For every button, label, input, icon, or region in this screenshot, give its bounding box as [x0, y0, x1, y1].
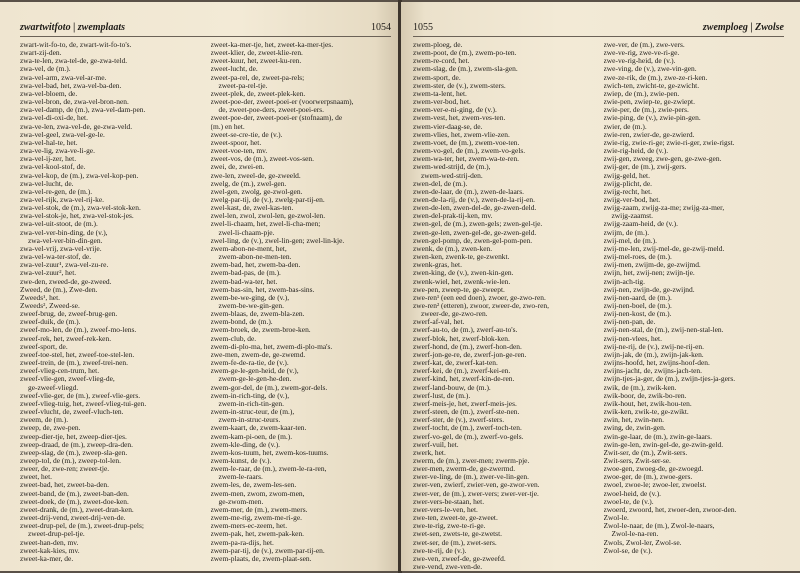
dictionary-entry: zwe-men, zwem-de, ge-zwemd. [210, 350, 306, 359]
dictionary-entry: zwa-vel-rijk, zwa-vel-rij-ke. [20, 195, 105, 204]
dictionary-entry: zweep-tol, de (m.), zweep-tol-len. [20, 456, 121, 465]
dictionary-entry: zweef-brug, de, zweef-brug-gen. [20, 310, 118, 319]
headword-range-right: zwemploeg | Zwolse [702, 22, 784, 33]
dictionary-entry: zweet-band, de (m.), zweet-ban-den. [20, 489, 129, 498]
dictionary-entry: zweef-sport, de. [20, 342, 68, 351]
dictionary-entry: zwem-vo-gel, de (m.), zwem-vo-gels. [413, 147, 526, 156]
dictionary-entry: zwij-nen-kost, de (m.). [603, 310, 672, 319]
dictionary-entry: zweet-kak-kies, mv. [20, 546, 80, 555]
dictionary-entry: zwem-plaats, de, zwem-plaat-sen. [210, 554, 312, 563]
dictionary-entry: zweef-vlucht, de, zweef-vluch-ten. [20, 408, 124, 417]
dictionary-entry: zwij-mel-roes, de (m.). [603, 253, 672, 262]
dictionary-entry: zwij-mel, de (m.). [603, 236, 657, 245]
dictionary-entry: zwerf-kind, het, zwerf-kin-de-ren. [413, 375, 515, 384]
dictionary-entry: zweef-vlie-gen, zweef-vlieg-de, [20, 375, 115, 384]
dictionary-entry: zwijg-zaamst. [611, 212, 654, 221]
dictionary-entry: zwet-sen, zwets-te, ge-zwetst. [413, 530, 503, 539]
dictionary-entry: zwem-abon-ne-men-ten. [218, 253, 292, 262]
dictionary-entry: zwem-vier-daag-se, de. [413, 122, 483, 131]
column-left-1 [20, 41, 201, 563]
dictionary-entry: (m.) en het. [210, 122, 245, 131]
dictionary-entry: zwel-kast, de, zwel-kas-ten. [210, 204, 294, 213]
dictionary-entry: zwie-pen, zwiep-te, ge-zwiept. [603, 98, 695, 107]
dictionary-entry: zwing, de, zwin-gen. [603, 424, 666, 433]
dictionary-entry: zwem-ploeg, de. [413, 41, 463, 49]
dictionary-entry: zwa-vel-uit-stoot, de (m.). [20, 220, 98, 229]
dictionary-entry: zwen-king, de (v.), zwen-kin-gen. [413, 269, 514, 278]
dictionary-entry: zwem-voet, de (m.), zwem-voe-ten. [413, 138, 520, 147]
dictionary-entry: zwin-ge-laar, de (m.), zwin-ge-laars. [603, 432, 713, 441]
dictionary-entry: zwij-me-len, zwij-mel-de, ge-zwij-meld. [603, 244, 725, 253]
dictionary-entry: zweet-vos, de (m.), zweet-vos-sen. [210, 155, 314, 164]
dictionary-entry: zwa-vel-ver-bin-ding, de (v.), [20, 228, 108, 237]
dictionary-entry: zwem-abon-ne-ment, het, [210, 244, 287, 253]
dictionary-entry: zwijn-tjes-ja-ger, de (m.), zwijn-tjes-ja-gers. [603, 375, 736, 384]
dictionary-entry: zwem-le-raar, de (m.), zwem-le-ra-ren, [210, 465, 327, 474]
dictionary-entry: zwij-nen-vlees, het. [603, 334, 662, 343]
dictionary-entry: zweet-plek, de, zweet-plek-ken. [210, 89, 306, 98]
dictionary-entry: zweet-poe-der, zweet-poei-er (stofnaam), de [210, 114, 343, 123]
dictionary-entry: zwen-de-len, zwen-del-de, ge-zwen-deld. [413, 204, 537, 213]
dictionary-entry: zwerf-au-to, de (m.), zwerf-au-to's. [413, 326, 518, 335]
dictionary-entry: zwe-ren² (etteren), zwoor, zweer-de, zwo-ren, [413, 302, 549, 310]
dictionary-entry: zweet-ka-mer-tje, het, zweet-ka-mer-tjes. [210, 41, 334, 49]
dictionary-entry: zwer-vers-le-ven, het. [413, 505, 478, 514]
dictionary-entry: zwer-ven, zwierf, zwier-ven, ge-zwor-ven. [413, 481, 540, 490]
dictionary-entry: zwel-len, zwol, zwol-len, ge-zwol-len. [210, 212, 326, 221]
dictionary-entry: zweef-rek, het, zweef-rek-ken. [20, 334, 112, 343]
dictionary-entry: zwart-wit-fo-to, de, zwart-wit-fo-to's. [20, 41, 132, 49]
dictionary-entry: de, zweet-poe-ders, zweet-poei-ers. [218, 106, 325, 115]
dictionary-entry: zwem-bond, de (m.). [210, 318, 273, 327]
dictionary-entry: zwem-kaart, de, zwem-kaar-ten. [210, 424, 307, 433]
dictionary-entry: zwen-del-prak-tij-ken, mv. [413, 212, 493, 221]
dictionary-entry: zweet-spoor, het. [210, 138, 262, 147]
dictionary-entry: zwoel-heid, de (v.). [603, 489, 662, 498]
dictionary-entry: zwem-kos-tuum, het, zwem-kos-tuums. [210, 448, 329, 457]
dictionary-entry: zwem-wed-strijd, de (m.), [413, 163, 491, 172]
dictionary-entry: zwerf-hond, de (m.), zwerf-hon-den. [413, 342, 522, 351]
dictionary-entry: zwem-slag, de (m.), zwem-sla-gen. [413, 65, 518, 74]
dictionary-entry: Zwols, Zwol-ler, Zwol-se. [603, 538, 682, 547]
dictionary-entry: zwem-kunst, de (v.). [210, 456, 272, 465]
right-page [401, 2, 800, 571]
dictionary-entry: zwe-ve-rig-heid, de (v.). [603, 57, 676, 66]
dictionary-entry: zwa-vel-ij-zer, het. [20, 155, 77, 164]
dictionary-entry: zwin, het, zwin-nen. [603, 416, 665, 425]
dictionary-entry: zwijn, het, zwij-nen; zwijn-tje. [603, 269, 695, 278]
column-left-2 [211, 41, 392, 563]
dictionary-entry: zwa-te-len, zwa-tel-de, ge-zwa-teld. [20, 57, 128, 66]
dictionary-entry: zweet-drij-vend, zweet-drij-ven-de. [20, 514, 126, 523]
dictionary-entry: zwem-be-we-gin-gen. [218, 302, 284, 310]
dictionary-entry: zwijns-hoofd, het, zwijns-hoof-den. [603, 359, 710, 368]
dictionary-entry: zwem-ver-e-ni-ging, de (v.). [413, 106, 497, 115]
dictionary-entry: zwa-vel-wa-ter-stof, de. [20, 253, 92, 262]
page-number-left: 1054 [371, 22, 391, 33]
dictionary-entry: zwoerd, zwoord, het, zwoer-den, zwoor-den. [603, 505, 737, 514]
dictionary-entry: zwijg-geld, het. [603, 171, 650, 180]
dictionary-entry: zwem-vest, het, zwem-ves-ten. [413, 114, 506, 123]
dictionary-entry: zwenk-wiel, het, zwenk-wie-len. [413, 277, 511, 286]
dictionary-entry: zwijns-jacht, de, zwijns-jach-ten. [603, 367, 703, 376]
dictionary-entry: zwa-vel-stok-je, het, zwa-vel-stok-jes. [20, 212, 134, 221]
dictionary-entry: zwenk-gras, het. [413, 261, 462, 270]
dictionary-entry: zwoe-ger, de (m.), zwoe-gers. [603, 473, 693, 482]
dictionary-entry: Zwol-le. [603, 514, 629, 523]
dictionary-entry: zwa-vel-hal-te, het. [20, 138, 78, 147]
dictionary-entry: zweet-kuur, het, zweet-ku-ren. [210, 57, 302, 66]
dictionary-entry: zwem-sport, de. [413, 73, 461, 82]
dictionary-entry: zwem-blaas, de, zwem-bla-zen. [210, 310, 305, 319]
columns-right [413, 41, 784, 571]
dictionary-entry: zweet-voe-ten, mv. [210, 147, 268, 156]
dictionary-entry: zwik-ken, zwik-te, ge-zwikt. [603, 408, 689, 417]
dictionary-entry: zwen-gel-pomp, de, zwen-gel-pom-pen. [413, 236, 533, 245]
dictionary-entry: zwerf-steen, de (m.), zwerf-ste-nen. [413, 408, 520, 417]
dictionary-entry: zwen-del, de (m.). [413, 179, 468, 188]
dictionary-entry: zwie-per, de (m.), zwie-pers. [603, 106, 689, 115]
dictionary-entry: zwie-rig-heid, de (v.). [603, 147, 669, 156]
dictionary-entry: zwe-ver, de (m.), zwe-vers. [603, 41, 685, 49]
dictionary-entry: zwerf-kat, de, zwerf-kat-ten. [413, 359, 498, 368]
dictionary-entry: zwem-broek, de, zwem-broe-ken. [210, 326, 311, 335]
dictionary-entry: zweet-klier, de, zweet-klie-ren. [210, 49, 303, 58]
dictionary-entry: zwem-ster, de (v.), zwem-sters. [413, 81, 506, 90]
dictionary-entry: zwerf-tocht, de (m.), zwerf-toch-ten. [413, 424, 522, 433]
dictionary-entry: zwa-vel, de (m.). [20, 65, 71, 74]
dictionary-entry: zweet-bad, het, zweet-ba-den. [20, 481, 109, 490]
dictionary-entry: zwe-te-rij, de (v.). [413, 546, 467, 555]
dictionary-entry: zwe-pen, zweep-te, ge-zweept. [413, 285, 505, 294]
dictionary-entry: zwik-hout, het, zwik-hou-ten. [603, 399, 692, 408]
dictionary-entry: zwa-vel-di-oxi-de, het. [20, 114, 88, 123]
dictionary-entry: zweep-dier-tje, het, zweep-dier-tjes. [20, 432, 127, 441]
dictionary-entry: zweef-duik, de (m.). [20, 318, 81, 327]
dictionary-entry: zwem-pak, het, zwem-pak-ken. [210, 530, 305, 539]
dictionary-entry: zwer-men, zwerm-de, ge-zwermd. [413, 465, 516, 474]
dictionary-entry: zweef-mo-len, de (m.), zweef-mo-lens. [20, 326, 137, 335]
dictionary-entry: zwem-kle-ding, de (v.). [210, 440, 281, 449]
dictionary-entry: zwa-vel-re-gen, de (m.). [20, 187, 93, 196]
dictionary-entry: zwem-gor-del, de (m.), zwem-gor-dels. [210, 383, 328, 392]
dictionary-entry: zwerf-lust, de (m.). [413, 391, 471, 400]
dictionary-entry: zwer-ver, de (m.), zwer-vers; zwer-ver-tje. [413, 489, 539, 498]
dictionary-entry: zwa-vel-zuur¹, zwa-vel-zu-re. [20, 261, 109, 270]
dictionary-entry: zwijn-ach-tig. [603, 277, 646, 286]
dictionary-entry: zwen-ken, zwenk-te, ge-zwenkt. [413, 253, 510, 262]
dictionary-entry: zwel-ling, de (v.), zwel-lin-gen; zwel-lin-kje. [210, 236, 345, 245]
column-right-1 [413, 41, 594, 571]
dictionary-entry: zwe-ren¹ (een eed doen), zwoer, ge-zwo-ren. [413, 293, 546, 302]
dictionary-entry: zwa-ve-lig, zwa-ve-li-ge. [20, 147, 95, 156]
dictionary-entry: zwie-ren, zwier-de, ge-zwierd. [603, 130, 695, 139]
headword-range-left: zwartwitfoto | zwemplaats [20, 22, 125, 33]
dictionary-entry: zwem-vlies, het, zwem-vlie-zen. [413, 130, 510, 139]
dictionary-entry: zwerf-ster, de (v.), zwerf-sters. [413, 416, 505, 425]
dictionary-entry: zwem-par-tij, de (v.), zwem-par-tij-en. [210, 546, 325, 555]
dictionary-entry: zweet-pa-rel-tje. [218, 81, 268, 90]
dictionary-entry: zwerf-vuil, het. [413, 440, 459, 449]
dictionary-entry: zweef-vlieg-cen-trum, het. [20, 367, 100, 376]
dictionary-entry: zwe-vend, zwe-ven-de. [413, 563, 483, 571]
dictionary-entry: zwen-gel, de (m.), zwen-gels; zwen-gel-tje. [413, 220, 543, 229]
dictionary-entry: zwem-ta-lent, het. [413, 89, 467, 98]
dictionary-entry: zwerf-af-val, het. [413, 318, 465, 327]
dictionary-entry: ge-zweef-vliegd. [28, 383, 79, 392]
dictionary-entry: zwijg-ver-bod, het. [603, 195, 661, 204]
dictionary-entry: zwelg-par-tij, de (v.), zwelg-par-tij-en. [210, 195, 325, 204]
dictionary-entry: zwa-vel-bron, de, zwa-vel-bron-nen. [20, 98, 129, 107]
dictionary-entry: zwem-pa-ra-dijs, het. [210, 538, 274, 547]
dictionary-entry: zwie-ping, de (v.), zwie-pin-gen. [603, 114, 701, 123]
dictionary-entry: zwijg-recht, het. [603, 187, 653, 196]
dictionary-entry: zwoel, zwoe-le; zwoe-ler, zwoelst. [603, 481, 707, 490]
left-page [0, 2, 399, 571]
dictionary-entry: zwerf-blok, het, zwerf-blok-ken. [413, 334, 510, 343]
dictionary-entry: zwem-in-rich-ting, de (v.), [210, 391, 290, 400]
dictionary-entry: zwie-rig, zwie-ri-ge; zwie-ri-ger, zwie-rigst. [603, 138, 735, 147]
dictionary-entry: zwem-di-plo-ma, het, zwem-di-plo-ma's. [210, 342, 333, 351]
dictionary-entry: zwijm, de (m.). [603, 228, 650, 237]
dictionary-entry: zwerm, de (m.), zwer-men; zwerm-pje. [413, 456, 530, 465]
dictionary-entry: zweet-han-den, mv. [20, 538, 79, 547]
dictionary-entry: zweef-toe-stel, het, zweef-toe-stel-len. [20, 350, 135, 359]
dictionary-entry: zwel-li-chaam, het, zwel-li-cha-men; [210, 220, 321, 229]
dictionary-entry: zwijn-jak, de (m.), zwijn-jak-ken. [603, 350, 704, 359]
dictionary-entry: zwijg-zaam-heid, de (v.). [603, 220, 678, 229]
dictionary-entry: zwerk, het. [413, 448, 446, 457]
dictionary-entry: zweet-drup-pel-tje. [28, 530, 85, 539]
dictionary-entry: zwoe-gen, zwoeg-de, ge-zwoegd. [603, 465, 704, 474]
dictionary-entry: zwem-wed-strij-den. [421, 171, 483, 180]
dictionary-entry: zwij-nen-boel, de (m.). [603, 302, 672, 310]
dictionary-entry: zwem-in-rich-tin-gen. [218, 399, 284, 408]
dictionary-entry: zweet-drup-pel, de (m.), zweet-drup-pels; [20, 522, 144, 531]
page-number-right: 1055 [413, 22, 433, 33]
dictionary-entry: zwa-vel-damp, de (m.), zwa-vel-dam-pen. [20, 106, 146, 115]
dictionary-entry: zweem, de (m.). [20, 416, 69, 425]
dictionary-entry: zwer-ve-ling, de (m.), zwer-ve-lin-gen. [413, 473, 529, 482]
dictionary-entry: zwerf-jon-ge-re, de, zwerf-jon-ge-ren. [413, 350, 527, 359]
dictionary-entry: zwem-in-struc-teur, de (m.), [210, 408, 295, 417]
dictionary-entry: zwem-bad-pas, de (m.). [210, 269, 281, 278]
dictionary-entry: zwerf-meis-je, het, zwerf-meis-jes. [413, 399, 517, 408]
dictionary-entry: zwem-men, zwom, zwom-men, [210, 489, 305, 498]
dictionary-entry: zwem-kam-pi-oen, de (m.). [210, 432, 293, 441]
dictionary-entry: zwen-de-la-rij, de (v.), zwen-de-la-rij-en. [413, 195, 535, 204]
dictionary-entry: zwe-ten, zweet-te, ge-zweet. [413, 514, 498, 523]
dictionary-entry: zweer, de, zwe-ren; zweer-tje. [20, 465, 110, 474]
dictionary-entry: zwet-ser, de (m.), zwet-sers. [413, 538, 497, 547]
dictionary-entry: Zwol-le-naar, de (m.), Zwol-le-naars, [603, 522, 715, 531]
dictionary-entry: Zwol-le-na-ren. [611, 530, 659, 539]
dictionary-entry: zwem-be-we-ging, de (v.), [210, 293, 290, 302]
dictionary-entry: zwoel-te, de (v.). [603, 497, 654, 506]
dictionary-entry: Zwit-sers, Zwit-ser-se. [603, 456, 671, 465]
dictionary-entry: zwik, de (m.), zwik-ken. [603, 383, 677, 392]
dictionary-entry: zwier, de (m.). [603, 122, 647, 131]
page-header-right [413, 18, 784, 37]
dictionary-entry: zwin-ge-len, zwin-gel-de, ge-zwin-geld. [603, 440, 724, 449]
dictionary-entry: zwich-ten, zwicht-te, ge-zwicht. [603, 81, 700, 90]
dictionary-entry: zweep-slag, de (m.), zweep-sla-gen. [20, 448, 128, 457]
dictionary-entry: zwer-vers-be-staan, het. [413, 497, 485, 506]
dictionary-entry: zwij-nen, zwijn-de, ge-zwijnd. [603, 285, 695, 294]
dictionary-entry: zwem-re-cord, het. [413, 57, 470, 66]
dictionary-entry: zwem-fe-de-ra-tie, de (v.). [210, 359, 289, 368]
dictionary-entry: zwart-zij-den. [20, 49, 62, 58]
dictionary-entry: zwem-les, de, zwem-les-sen. [210, 481, 297, 490]
dictionary-entry: zwijg-zaam, zwijg-za-me; zwijg-za-mer, [603, 204, 725, 213]
dictionary-entry: zwa-vel-bloem, de. [20, 89, 78, 98]
dictionary-entry: zwelg, de (m.), zwel-gen. [210, 179, 287, 188]
dictionary-entry: zwerf-vo-gel, de (m.), zwerf-vo-gels. [413, 432, 524, 441]
dictionary-entry: zwij-nen-pan, de. [603, 318, 656, 327]
dictionary-entry: zweet-se-cre-tie, de (v.). [210, 130, 283, 139]
dictionary-entry: zweef-vlieg-tuig, het, zweef-vlieg-tui-gen. [20, 399, 147, 408]
dictionary-entry: zwem-me-rig, zwem-me-ri-ge. [210, 514, 302, 523]
dictionary-entry: zwa-vel-bad, het, zwa-vel-ba-den. [20, 81, 122, 90]
column-right-2 [604, 41, 785, 571]
dictionary-entry: zwem-bas-sin, het, zwem-bas-sins. [210, 285, 315, 294]
dictionary-entry: zwa-vel-vrij, zwa-vel-vrije. [20, 244, 102, 253]
dictionary-entry: zwa-vel-kop, de (m.), zwa-vel-kop-pen. [20, 171, 139, 180]
dictionary-entry: zweef-trein, de (m.), zweef-trei-nen. [20, 359, 128, 368]
dictionary-entry: zwerf-land-bouw, de (m.). [413, 383, 491, 392]
dictionary-entry: Zwol-se, de (v.). [603, 546, 653, 555]
dictionary-entry: zwe-ven, zweef-de, ge-zweefd. [413, 554, 506, 563]
columns-left [20, 41, 391, 563]
dictionary-entry: zwem-ge-le-gen-heid, de (v.), [210, 367, 299, 376]
dictionary-entry: zwem-mers-ec-zeem, het. [210, 522, 288, 531]
dictionary-entry: zwa-vel-arm, zwa-vel-ar-me. [20, 73, 107, 82]
dictionary-entry: zweet-lucht, de. [210, 65, 258, 74]
dictionary-entry: zwe-te-rig, zwe-te-ri-ge. [413, 522, 486, 531]
dictionary-entry: zwik-boor, de, zwik-bo-ren. [603, 391, 687, 400]
dictionary-entry: zwe-den, zweed-de, ge-zweed. [20, 277, 112, 286]
dictionary-entry: zwel-li-chaam-pje. [218, 228, 275, 237]
dictionary-entry: Zweed, de (m.), Zwe-den. [20, 285, 98, 294]
dictionary-entry: zwem-wa-ter, het, zwem-wa-te-ren. [413, 155, 520, 164]
dictionary-entry: zwem-bad-wa-ter, het. [210, 277, 278, 286]
dictionary-entry: Zwit-ser, de (m.), Zwit-sers. [603, 448, 688, 457]
dictionary-entry: zwij-nen-stal, de (m.), zwij-nen-stal-len. [603, 326, 724, 335]
dictionary-entry: zwem-mer, de (m.), zwem-mers. [210, 505, 308, 514]
dictionary-entry: zwij-men, zwijm-de, ge-zwijmd. [603, 261, 701, 270]
dictionary-entry: zwei, de, zwei-en. [210, 163, 265, 172]
dictionary-entry: zwa-vel-kool-stof, de. [20, 163, 86, 172]
dictionary-entry: Zweeds¹, het. [20, 293, 61, 302]
dictionary-entry: zwem-ver-bod, het. [413, 98, 471, 107]
dictionary-entry: zwen-ge-len, zwen-gel-de, ge-zwen-geld. [413, 228, 537, 237]
dictionary-entry: zwij-nen-aard, de (m.). [603, 293, 672, 302]
dictionary-entry: zwij-ne-rij, de (v.), zwij-ne-rij-en. [603, 342, 704, 351]
dictionary-entry: zwijg-plicht, de. [603, 179, 653, 188]
dictionary-entry: zwa-vel-ver-bin-din-gen. [28, 236, 103, 245]
dictionary-entry: zweet-drank, de (m.), zweet-dran-ken. [20, 505, 134, 514]
dictionary-entry: zwa-vel-stok, de (m.), zwa-vel-stok-ken. [20, 204, 141, 213]
dictionary-entry: zwij-ger, de (m.), zwij-gers. [603, 163, 687, 172]
dictionary-entry: zwerf-kei, de (m.), zwerf-kei-en. [413, 367, 511, 376]
dictionary-entry: zwij-gen, zweeg, zwe-gen, ge-zwe-gen. [603, 155, 722, 164]
dictionary-entry: zweet, het. [20, 473, 53, 482]
dictionary-entry: zweer-de, ge-zwo-ren. [421, 310, 488, 319]
dictionary-entry: zweep-draad, de (m.), zweep-dra-den. [20, 440, 133, 449]
dictionary-entry: zwe-ving, de (v.), zwe-vin-gen. [603, 65, 697, 74]
dictionary-entry: zwiep, de (m.), zwie-pen. [603, 89, 680, 98]
dictionary-entry: zwem-bad, het, zwem-ba-den. [210, 261, 301, 270]
dictionary-entry: ge-zwom-men. [218, 497, 264, 506]
dictionary-entry: zweet-poe-der, zweet-poei-er (voorwerpsnaam), [210, 98, 354, 107]
page-header-left [20, 18, 391, 37]
dictionary-entry: zwem-poot, de (m.), zwem-po-ten. [413, 49, 517, 58]
dictionary-entry: zwa-ve-len, zwa-vel-de, ge-zwa-veld. [20, 122, 133, 131]
dictionary-entry: Zweeds², Zweed-se. [20, 302, 80, 310]
dictionary-entry: zwe-ve-rig, zwe-ve-ri-ge. [603, 49, 680, 58]
dictionary-entry: zwe-ze-rik, de (m.), zwe-ze-ri-ken. [603, 73, 708, 82]
dictionary-entry: zwel-gen, zwolg, ge-zwol-gen. [210, 187, 303, 196]
dictionary-entry: zwa-vel-geel, zwa-vel-ge-le. [20, 130, 105, 139]
dictionary-entry: zweep, de, zwe-pen. [20, 424, 81, 433]
dictionary-entry: zwem-in-struc-teurs. [218, 416, 281, 425]
dictionary-entry: zweet-doek, de (m.), zweet-doe-ken. [20, 497, 129, 506]
dictionary-entry: zwe-len, zweel-de, ge-zweeld. [210, 171, 301, 180]
dictionary-entry: zweef-vlie-ger, de (m.), zweef-vlie-gers. [20, 391, 141, 400]
dictionary-entry: zwa-vel-zuur², het. [20, 269, 77, 278]
dictionary-entry: zwenk, de (m.), zwen-ken. [413, 244, 493, 253]
dictionary-entry: zwem-club, de. [210, 334, 257, 343]
dictionary-entry: zwem-le-raars. [218, 473, 263, 482]
dictionary-entry: zweet-pa-rel, de, zweet-pa-rels; [210, 73, 305, 82]
dictionary-entry: zwa-vel-lucht, de. [20, 179, 74, 188]
dictionary-entry: zwen-de-laar, de (m.), zwen-de-laars. [413, 187, 524, 196]
dictionary-entry: zwem-ge-le-gen-he-den. [218, 375, 292, 384]
dictionary-entry: zweet-ka-mer, de. [20, 554, 74, 563]
